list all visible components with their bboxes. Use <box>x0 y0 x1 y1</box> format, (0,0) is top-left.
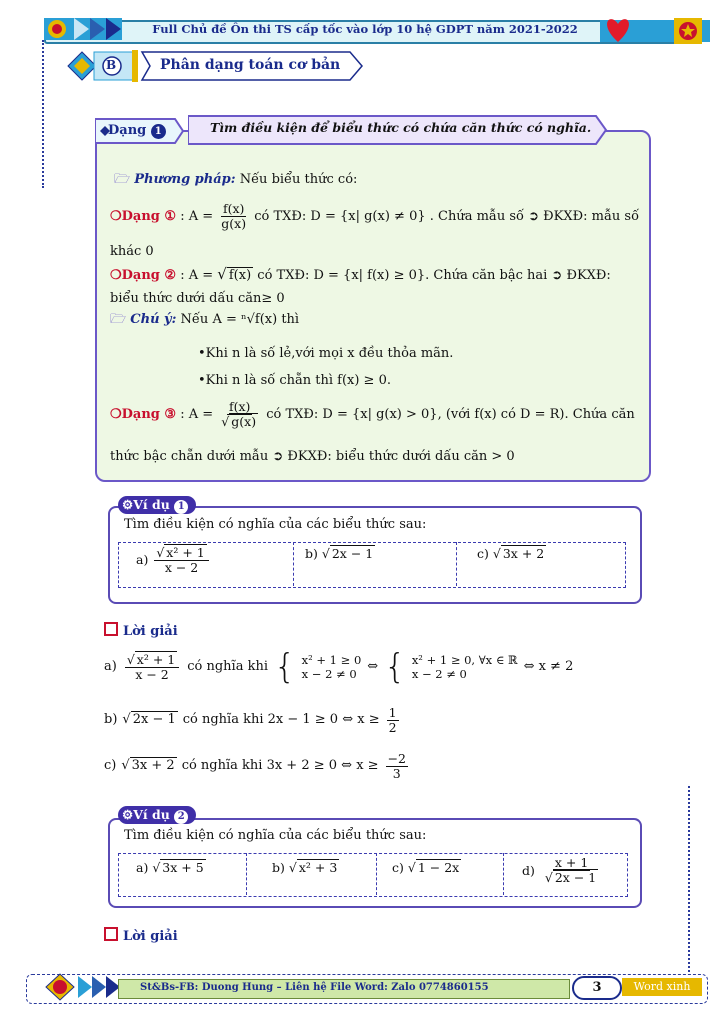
example2-a: a) √ 3x + 5 <box>136 860 204 875</box>
solution1-a: a) $\frac{\text{√ x² + 1}}{x - 2}$ có nghĩa khi { x² + 1 ≥ 0 x − 2 ≠ 0 ⇔ { x² + 1 ≥ 0, ∀x ∈ ℝ x − 2 ≠ 0 ⇔ x ≠ 2 <box>104 647 574 687</box>
example1-tab: ⚙Ví dụ 1 <box>118 496 196 514</box>
dang-title: Tìm điều kiện để biểu thức có chứa căn thức có nghĩa. <box>210 120 592 135</box>
case2-text2: biểu thức dưới dấu căn≥ 0 <box>110 291 285 306</box>
gear-icon: ⚙ <box>122 807 134 822</box>
case3-bullet-icon: ❍ <box>110 406 122 422</box>
header-left-ornament-icon <box>44 16 124 42</box>
case3-text: có TXĐ: D = {x| g(x) > 0}, (với f(x) có D = R). Chứa căn <box>266 406 635 422</box>
footer-credit: St&Bs-FB: Duong Hung – Liên hệ File Word: Zalo 0774860155 <box>140 982 489 993</box>
left-margin-line <box>42 40 44 188</box>
note-label: Chú ý: <box>130 312 177 327</box>
example2-tab: ⚙Ví dụ 2 <box>118 806 196 824</box>
case1-text: có TXĐ: D = {x| g(x) ≠ 0} . Chứa mẫu số ➲ ĐKXĐ: mẫu số <box>254 208 640 224</box>
case3-fraction: $\frac{f(x)}{√ g(x)}$ <box>221 399 257 429</box>
gear-icon: ⚙ <box>122 497 134 512</box>
table-divider <box>503 853 504 895</box>
case1-label: Dạng ① <box>121 208 177 224</box>
solution1-b: b) √ 2x − 1 có nghĩa khi 2x − 1 ≥ 0 ⇔ x ≥ $\frac{1}{2}$ <box>104 705 397 735</box>
case3-line <box>110 400 640 429</box>
method-line <box>114 172 357 188</box>
solution1-c-fraction: $\frac{-2}{3}$ <box>387 751 406 781</box>
example1-number-badge: 1 <box>174 500 188 514</box>
solution1-b-fraction: $\frac{1}{2}$ <box>388 705 397 735</box>
bullet-odd: •Khi n là số lẻ,với mọi x đều thỏa mãn. <box>198 346 454 361</box>
example2-c: c) √ 1 − 2x <box>392 860 460 875</box>
case3-eq: : A = <box>180 406 214 422</box>
note-line <box>110 312 299 328</box>
example1-a: a) $\frac{\text{√ x² + 1}}{x - 2}$ <box>136 546 211 575</box>
case1-line <box>110 202 640 231</box>
solution1-c: c) √ 3x + 2 có nghĩa khi 3x + 2 ≥ 0 ⇔ x ≥ $\frac{-2}{3}$ <box>104 751 406 781</box>
section-letter: B <box>106 58 117 72</box>
footer-badge: Word xinh <box>622 978 702 996</box>
case1-bullet-icon: ❍ <box>110 208 122 224</box>
example2-b: b) √ x² + 3 <box>272 860 338 875</box>
table-divider <box>376 853 377 895</box>
square-bullet-icon <box>104 927 118 941</box>
example1-b: b) √ 2x − 1 <box>305 546 374 561</box>
sqrt-icon: √ <box>217 265 227 283</box>
example1-c: c) √ 3x + 2 <box>477 546 545 561</box>
left-brace-icon: { <box>274 647 296 687</box>
folder-icon: 🗁 <box>110 312 127 327</box>
solution1-system1: x² + 1 ≥ 0 x − 2 ≠ 0 <box>301 652 362 681</box>
header-title: Full Chủ đề Ôn thi TS cấp tốc vào lớp 10 hệ GDPT năm 2021-2022 <box>152 22 578 36</box>
case2-line <box>110 265 640 284</box>
example1-a-fraction: $\frac{\text{√ x² + 1}}{x - 2}$ <box>154 546 208 575</box>
page-number: 3 <box>572 976 622 1000</box>
example1-prompt: Tìm điều kiện có nghĩa của các biểu thức sau: <box>124 517 427 532</box>
table-divider <box>293 542 294 586</box>
solution1-heading: Lời giải <box>104 622 178 639</box>
example2-prompt: Tìm điều kiện có nghĩa của các biểu thức sau: <box>124 828 427 843</box>
example2-d: d) $\frac{x + 1}{√ 2x - 1}$ <box>522 856 602 885</box>
right-margin-line <box>688 786 690 972</box>
square-bullet-icon <box>104 622 118 636</box>
case2-eq: : A = <box>180 268 214 283</box>
example2-number-badge: 2 <box>174 810 188 824</box>
case2-radicand: f(x) <box>228 268 252 283</box>
case3-text2: thức bậc chẵn dưới mẫu ➲ ĐKXĐ: biểu thức dưới dấu căn > 0 <box>110 449 515 464</box>
note-text: Nếu <box>180 312 209 327</box>
left-brace-icon: { <box>384 647 406 687</box>
solution1-system2: x² + 1 ≥ 0, ∀x ∈ ℝ x − 2 ≠ 0 <box>411 652 518 681</box>
solution2-heading: Lời giải <box>104 927 178 944</box>
table-divider <box>246 853 247 895</box>
dang-number-badge: 1 <box>151 124 166 139</box>
case2-bullet-icon: ❍ <box>110 268 122 283</box>
bullet-even: •Khi n là số chẵn thì f(x) ≥ 0. <box>198 373 391 388</box>
case1-fraction: $\frac{f(x)}{g(x)}$ <box>221 201 247 231</box>
section-title: Phân dạng toán cơ bản <box>160 57 341 73</box>
case1-eq: : A = <box>180 208 214 224</box>
header-heart-star-icon <box>600 10 710 48</box>
case2-text: có TXĐ: D = {x| f(x) ≥ 0}. Chứa căn bậc hai ➲ ĐKXĐ: <box>257 268 611 283</box>
dang-tab-label: Dạng 1 <box>108 123 166 139</box>
example2-d-fraction: $\frac{x + 1}{√ 2x - 1}$ <box>544 855 597 885</box>
method-text: Nếu biểu thức có: <box>239 172 358 187</box>
note-formula: A = ⁿ√f(x) <box>212 312 278 327</box>
folder-icon: 🗁 <box>114 172 131 187</box>
note-then: thì <box>281 312 300 327</box>
method-label: Phương pháp: <box>134 172 236 187</box>
case2-label: Dạng ② <box>121 268 177 283</box>
case3-label: Dạng ③ <box>121 406 177 422</box>
solution1-a-fraction: $\frac{\text{√ x² + 1}}{x - 2}$ <box>125 653 179 682</box>
footer-ornament-icon <box>42 972 122 1002</box>
case1-text2: khác 0 <box>110 244 154 259</box>
table-divider <box>456 542 457 586</box>
